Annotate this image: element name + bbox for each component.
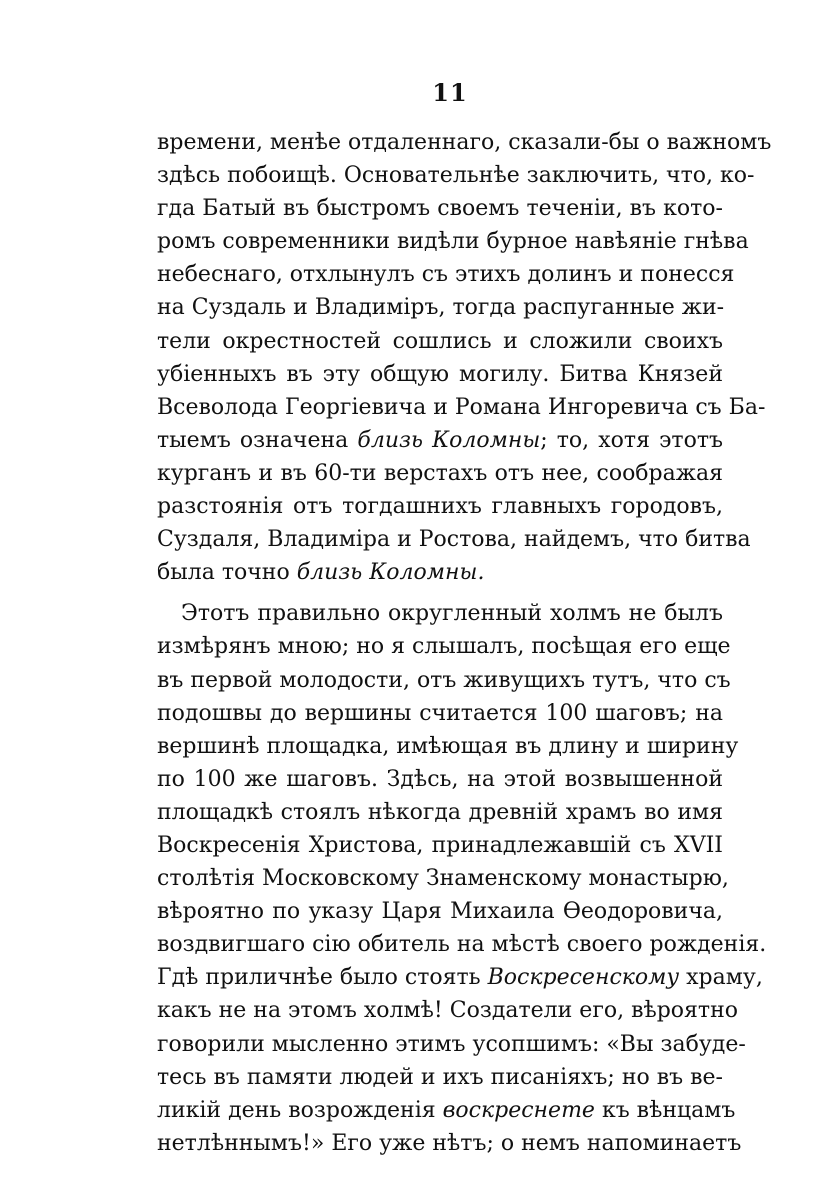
text-span: говорили мысленно этимъ усопшимъ: «Вы забуде-	[157, 1031, 746, 1057]
text-line	[157, 664, 731, 697]
text-span: на Суздаль и Владиміръ, тогда распуганные жи-	[157, 295, 725, 321]
text-line	[157, 523, 751, 556]
text-line	[157, 225, 749, 258]
text-line	[157, 391, 766, 424]
text-line	[157, 961, 763, 994]
text-span: здѣсь побоищѣ. Основательнѣе заключить, что, ко-	[157, 163, 755, 189]
text-line	[157, 126, 772, 159]
text-line	[157, 829, 723, 862]
italic-text: близь Коломны.	[296, 560, 485, 586]
text-line	[157, 730, 739, 763]
text-span: по 100 же шаговъ. Здѣсь, на этой возвышенной	[157, 766, 723, 792]
text-line	[157, 1028, 746, 1061]
text-span: ; то, хотя этотъ	[540, 427, 723, 453]
text-span: Этотъ правильно округленный холмъ не былъ	[181, 601, 723, 627]
text-line	[157, 697, 723, 730]
text-span: храму,	[679, 965, 763, 991]
text-span: воздвигшаго сію обитель на мѣстѣ своего рожденія.	[157, 932, 767, 958]
text-span: столѣтія Московскому Знаменскому монастырю,	[157, 866, 729, 892]
text-span: къ вѣнцамъ	[594, 1097, 736, 1123]
text-line	[157, 597, 723, 630]
text-line	[157, 424, 723, 457]
text-line	[157, 258, 735, 291]
text-span: гда Батый въ быстромъ своемъ теченіи, въ кото-	[157, 196, 723, 222]
text-span: тесь въ памяти людей и ихъ писаніяхъ; но въ ве-	[157, 1064, 723, 1090]
text-line	[157, 556, 723, 589]
text-span: была точно	[157, 560, 297, 586]
text-span: ликій день возрожденія	[157, 1097, 443, 1123]
text-line	[157, 159, 755, 192]
text-span: Воскресенія Христова, принадлежавшій съ XVII	[157, 832, 723, 858]
page-number: 11	[432, 78, 468, 107]
text-span: вѣроятно по указу Царя Михаила Ѳеодоровича,	[157, 899, 723, 925]
text-line	[157, 763, 723, 796]
italic-text: Воскресенскому	[487, 965, 680, 991]
text-span: измѣрянъ мною; но я слышалъ, посѣщая его еще	[157, 634, 731, 660]
italic-text: воскреснете	[442, 1097, 595, 1123]
text-span: площадкѣ стоялъ нѣкогда древній храмъ во имя	[157, 799, 723, 825]
italic-text: близь Коломны	[357, 427, 541, 453]
text-line	[157, 291, 723, 324]
text-span: тыемъ означена	[157, 427, 358, 453]
text-span: какъ не на этомъ холмѣ! Создатели его, вѣроятно	[157, 998, 739, 1024]
text-line	[157, 490, 723, 523]
text-span: въ первой молодости, отъ живущихъ тутъ, что съ	[157, 667, 731, 693]
paragraph	[157, 126, 772, 589]
text-line	[157, 192, 723, 225]
paragraph-gap	[157, 589, 723, 597]
text-span: времени, менѣе отдаленнаго, сказали-бы о важномъ	[157, 130, 772, 155]
text-line	[157, 1061, 723, 1094]
text-line	[157, 630, 731, 663]
text-line	[157, 1127, 742, 1160]
text-line	[157, 1094, 736, 1127]
text-span: нетлѣннымъ!» Его уже нѣтъ; о немъ напоминаетъ	[157, 1130, 742, 1156]
text-span: тели окрестностей сошлись и сложили своихъ	[157, 328, 723, 354]
text-line	[157, 358, 723, 391]
text-span: подошвы до вершины считается 100 шаговъ; на	[157, 700, 723, 726]
text-span: убіенныхъ въ эту общую могилу. Битва Князей	[157, 361, 723, 387]
text-span: разстоянія отъ тогдашнихъ главныхъ городовъ,	[157, 494, 723, 520]
text-span: вершинѣ площадка, имѣющая въ длину и ширину	[157, 733, 739, 759]
text-span: Суздаля, Владиміра и Ростова, найдемъ, что битва	[157, 527, 751, 553]
text-span: Всеволода Георгіевича и Романа Ингоревича съ Ба-	[157, 394, 766, 420]
text-line	[157, 796, 723, 829]
text-line	[157, 862, 729, 895]
text-line	[157, 928, 767, 961]
body-text	[157, 126, 772, 1160]
text-line	[157, 895, 723, 928]
text-span: ромъ современники видѣли бурное навѣяніе гнѣва	[157, 229, 749, 255]
paragraph	[157, 597, 767, 1160]
text-span: Гдѣ приличнѣе было стоять	[157, 965, 488, 991]
text-line	[157, 994, 739, 1027]
text-line	[157, 325, 723, 358]
text-span: небеснаго, отхлынулъ съ этихъ долинъ и понесся	[157, 262, 735, 288]
text-span: курганъ и въ 60-ти верстахъ отъ нее, соображая	[157, 460, 723, 486]
text-line	[157, 457, 723, 490]
